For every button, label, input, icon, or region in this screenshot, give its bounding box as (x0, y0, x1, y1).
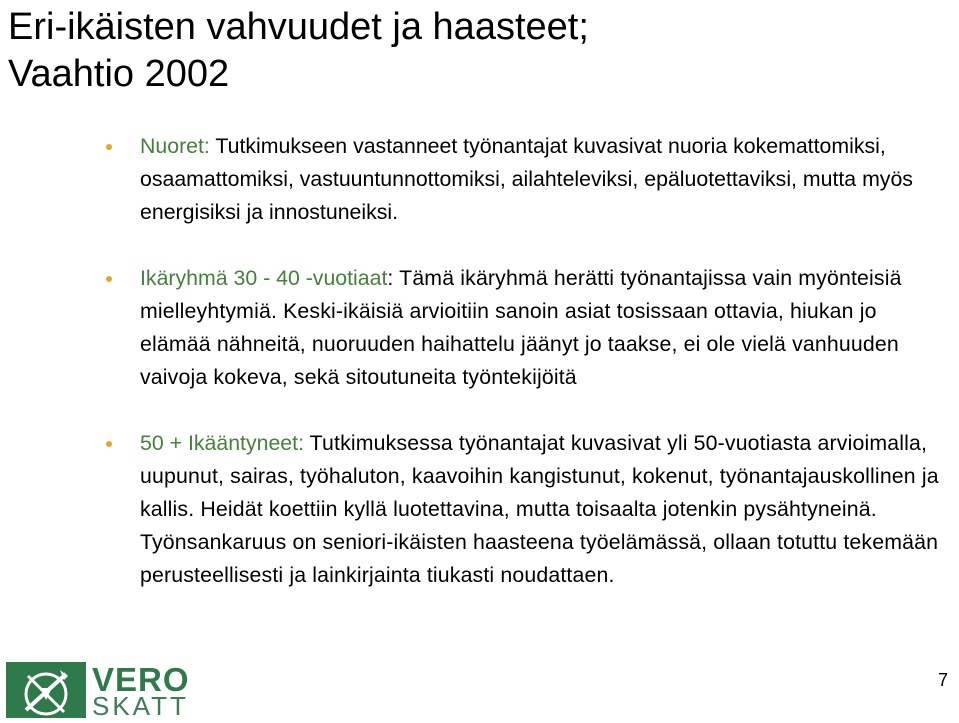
bullet-label: Nuoret: (140, 134, 210, 158)
bullet-text: Tutkimuksessa työnantajat kuvasivat yli 50-vuotiasta arvioimalla, uupunut, sairas, työhaluton, kaavoihin kangistunut, kokenut, työnantajauskollinen ja kallis. Heidät koettiin kyllä luotettavina, mutta toisaalta jotenkin pysähtyneinä. Työnsankaruus on seniori-ikäisten haasteena työelämässä, ollaan totuttu tekemään perusteellisesti ja lainkirjainta tiukasti noudattaen. (140, 431, 939, 587)
vero-skatt-logo (6, 661, 190, 721)
logo-text-vero: VERO (92, 661, 190, 698)
slide-title-line2: Vaahtio 2002 (8, 53, 230, 95)
bullet-label: 50 + Ikääntyneet: (140, 431, 304, 455)
bullet-label: Ikäryhmä 30 - 40 -vuotiaat (140, 266, 388, 290)
page-number: 7 (938, 670, 949, 690)
bullet-item-30-40 (140, 262, 940, 394)
slide-title-line1: Eri-ikäisten vahvuudet ja haasteet; (8, 6, 589, 48)
slide-title (8, 4, 948, 98)
bullet-dot-icon (106, 276, 112, 282)
bullet-item-50-plus (140, 427, 940, 592)
bullet-text: : Tämä ikäryhmä herätti työnantajissa vain myönteisiä mielleyhtymiä. Keski-ikäisiä arvioitiin sanoin asiat tosissaan ottavia, hiukan jo elämää nähneitä, nuoruuden haihattelu jäänyt jo taakse, ei ole vielä vanhuuden vaivoja kokeva, sekä sitoutuneita työntekijöitä (140, 266, 902, 389)
vero-emblem-icon (6, 662, 86, 718)
bullet-text: Tutkimukseen vastanneet työnantajat kuvasivat nuoria kokemattomiksi, osaamattomiksi, vastuuntunnottomiksi, ailahteleviksi, epäluotettaviksi, mutta myös energisiksi ja innostuneiksi. (140, 134, 913, 224)
bullet-dot-icon (106, 441, 112, 447)
bullet-item-nuoret (140, 130, 940, 229)
bullet-dot-icon (106, 144, 112, 150)
logo-text-skatt: SKATT (92, 691, 189, 721)
